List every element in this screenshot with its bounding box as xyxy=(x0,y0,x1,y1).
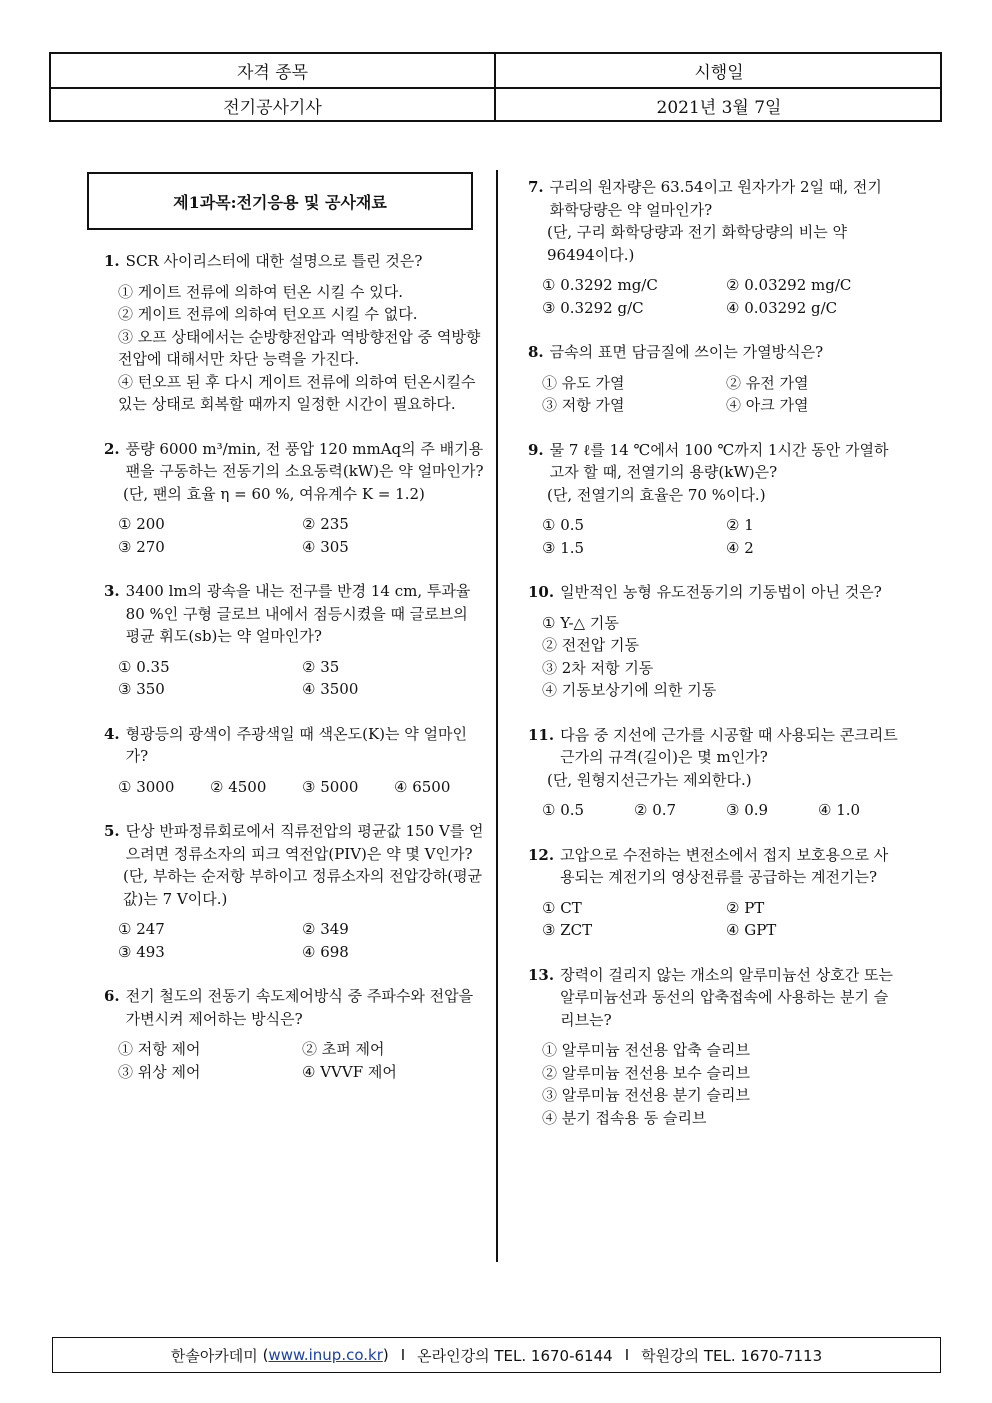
question-5 xyxy=(104,820,484,963)
question-number: 3. xyxy=(104,582,120,600)
question-4 xyxy=(104,723,484,799)
options xyxy=(104,513,484,558)
question-number: 12. xyxy=(528,845,555,864)
option-4[interactable]: ④ 기동보상기에 의한 기동 xyxy=(542,681,717,699)
header-label-date: 시행일 xyxy=(694,63,744,83)
column-divider xyxy=(496,170,498,1262)
footer-offline-phone: 학원강의 TEL. 1670-7113 xyxy=(641,1346,823,1365)
options xyxy=(528,1039,898,1129)
header-row-labels xyxy=(51,54,940,89)
option-2[interactable]: ② 전전압 기동 xyxy=(542,636,639,654)
option-3[interactable]: ③ 오프 상태에서는 순방향전압과 역방향전압 중 역방향 전압에 대해서만 차단 능력을 가진다. xyxy=(118,327,481,368)
option-2[interactable]: ② 초퍼 제어 xyxy=(302,1040,385,1058)
options xyxy=(528,612,898,702)
question-12 xyxy=(528,844,898,942)
option-3[interactable]: ③ 0.9 xyxy=(726,801,769,819)
header-label-subject: 자격 종목 xyxy=(51,54,496,87)
options xyxy=(528,372,898,417)
option-3[interactable]: ③ 저항 가열 xyxy=(542,396,625,414)
question-text: 일반적인 농형 유도전동기의 기동법이 아닌 것은? xyxy=(560,583,882,601)
question-note: (단, 구리 화학당량과 전기 화학당량의 비는 약 96494이다.) xyxy=(547,223,848,264)
footer-separator: I xyxy=(400,1346,406,1364)
option-4[interactable]: ④ 3500 xyxy=(302,680,359,698)
option-3[interactable]: ③ 270 xyxy=(118,537,165,556)
options xyxy=(104,1038,484,1083)
options xyxy=(104,281,484,416)
question-note: (단, 원형지선근가는 제외한다.) xyxy=(547,770,752,789)
question-number: 7. xyxy=(528,178,544,196)
option-2[interactable]: ② 게이트 전류에 의하여 턴오프 시킬 수 없다. xyxy=(118,305,418,323)
option-4[interactable]: ④ 1.0 xyxy=(818,801,861,819)
question-text: 형광등의 광색이 주광색일 때 색온도(K)는 약 얼마인가? xyxy=(125,724,467,765)
option-2[interactable]: ② 235 xyxy=(302,515,349,533)
footer-bar xyxy=(52,1337,941,1373)
option-4[interactable]: ④ VVVF 제어 xyxy=(302,1062,397,1081)
question-number: 9. xyxy=(528,440,544,459)
question-number: 4. xyxy=(104,724,120,743)
header-table xyxy=(49,52,942,122)
question-text: 3400 lm의 광속을 내는 전구를 반경 14 cm, 투과율 80 %인 구형 글로브 내에서 점등시켰을 때 글로브의 평균 휘도(sb)는 약 얼마인가? xyxy=(125,582,471,645)
question-3 xyxy=(104,580,484,701)
header-value-date: 2021년 3월 7일 xyxy=(656,97,782,118)
question-number: 11. xyxy=(528,725,555,744)
option-1[interactable]: ① Y-△ 기동 xyxy=(542,613,619,632)
options xyxy=(104,656,484,701)
question-number: 13. xyxy=(528,965,555,984)
question-6 xyxy=(104,985,484,1083)
option-1[interactable]: ① 247 xyxy=(118,920,165,938)
option-1[interactable]: ① 200 xyxy=(118,515,165,533)
option-1[interactable]: ① 3000 xyxy=(118,777,175,796)
option-4[interactable]: ④ 턴오프 된 후 다시 게이트 전류에 의하여 턴온시킬수 있는 상태로 회복할 때까지 일정한 시간이 필요하다. xyxy=(118,372,476,413)
options xyxy=(528,274,898,319)
question-note: (단, 부하는 순저항 부하이고 정류소자의 전압강하(평균값)는 7 V이다.) xyxy=(123,867,483,908)
question-number: 1. xyxy=(104,252,120,270)
option-2[interactable]: ② 0.7 xyxy=(634,801,677,819)
question-text: 장력이 걸리지 않는 개소의 알루미늄선 상호간 또는 알루미늄선과 동선의 압축접속에 사용하는 분기 슬리브는? xyxy=(560,965,894,1029)
option-3[interactable]: ③ ZCT xyxy=(542,921,593,939)
option-1[interactable]: ① 저항 제어 xyxy=(118,1040,201,1058)
option-2[interactable]: ② 0.03292 mg/C xyxy=(726,276,852,294)
option-4[interactable]: ④ 분기 접속용 동 슬리브 xyxy=(542,1108,707,1127)
question-number: 10. xyxy=(528,583,555,601)
header-row-values xyxy=(51,88,940,122)
question-10 xyxy=(528,581,898,702)
options xyxy=(528,514,898,559)
option-2[interactable]: ② PT xyxy=(726,898,765,917)
footer-separator: I xyxy=(624,1346,630,1364)
question-number: 5. xyxy=(104,822,120,840)
option-3[interactable]: ③ 위상 제어 xyxy=(118,1062,201,1081)
question-text: SCR 사이리스터에 대한 설명으로 틀린 것은? xyxy=(125,252,423,270)
footer-paren-open: ( xyxy=(257,1346,269,1364)
question-text: 다음 중 지선에 근가를 시공할 때 사용되는 콘크리트 근가의 규격(길이)은 몇 m인가? xyxy=(560,725,898,766)
question-text: 물 7 ℓ를 14 ℃에서 100 ℃까지 1시간 동안 가열하고자 할 때, 전열기의 용량(kW)은? xyxy=(549,440,889,481)
options xyxy=(104,918,484,963)
question-text: 금속의 표면 담금질에 쓰이는 가열방식은? xyxy=(549,343,824,361)
option-1[interactable]: ① 알루미늄 전선용 압축 슬리브 xyxy=(542,1041,750,1059)
question-13 xyxy=(528,964,898,1130)
option-1[interactable]: ① 0.5 xyxy=(542,516,585,534)
question-text: 단상 반파정류회로에서 직류전압의 평균값 150 V를 얻으려면 정류소자의 피크 역전압(PIV)은 약 몇 V인가? xyxy=(125,822,484,863)
right-column xyxy=(528,176,898,1129)
option-4[interactable]: ④ 아크 가열 xyxy=(726,396,809,414)
option-4[interactable]: ④ 2 xyxy=(726,538,754,557)
question-text: 구리의 원자량은 63.54이고 원자가가 2일 때, 전기 화학당량은 약 얼마인가? xyxy=(549,178,882,219)
option-4[interactable]: ④ GPT xyxy=(726,921,777,939)
option-3[interactable]: ③ 1.5 xyxy=(542,538,585,557)
question-text: 고압으로 수전하는 변전소에서 접지 보호용으로 사용되는 계전기의 영상전류를 공급하는 계전기는? xyxy=(560,845,889,886)
options xyxy=(528,897,898,942)
option-1[interactable]: ① 게이트 전류에 의하여 턴온 시킬 수 있다. xyxy=(118,282,403,301)
question-number: 8. xyxy=(528,343,544,361)
question-1 xyxy=(104,250,484,416)
question-9 xyxy=(528,439,898,560)
question-8 xyxy=(528,341,898,417)
header-value-subject: 전기공사기사 xyxy=(51,88,496,122)
question-number: 6. xyxy=(104,987,120,1005)
option-2[interactable]: ② 1 xyxy=(726,516,754,534)
question-11 xyxy=(528,724,898,822)
footer-academy: 한솔아카데미 xyxy=(170,1346,258,1365)
question-text: 풍량 6000 m³/min, 전 풍압 120 mmAq의 주 배기용 팬을 구동하는 전동기의 소요동력(kW)은 약 얼마인가? xyxy=(125,439,484,480)
option-2[interactable]: ② 4500 xyxy=(210,777,267,796)
option-2[interactable]: ② 유전 가열 xyxy=(726,373,809,392)
question-2 xyxy=(104,438,484,559)
question-7 xyxy=(528,176,898,319)
question-note: (단, 팬의 효율 η = 60 %, 여유계수 K = 1.2) xyxy=(123,484,425,503)
option-1[interactable]: ① 0.3292 mg/C xyxy=(542,276,658,294)
option-4[interactable]: ④ 0.03292 g/C xyxy=(726,298,838,317)
option-2[interactable]: ② 349 xyxy=(302,920,349,938)
option-1[interactable]: ① 0.35 xyxy=(118,657,170,676)
option-4[interactable]: ④ 305 xyxy=(302,537,349,556)
question-number: 2. xyxy=(104,439,120,458)
option-4[interactable]: ④ 6500 xyxy=(394,777,451,796)
options xyxy=(528,799,898,822)
left-column xyxy=(104,250,484,1083)
options xyxy=(104,776,484,799)
option-2[interactable]: ② 35 xyxy=(302,657,340,676)
option-3[interactable]: ③ 5000 xyxy=(302,777,359,796)
footer-online-phone: 온라인강의 TEL. 1670-6144 xyxy=(417,1346,613,1365)
option-1[interactable]: ① 유도 가열 xyxy=(542,373,625,392)
option-4[interactable]: ④ 698 xyxy=(302,942,349,961)
footer-website-link[interactable]: www.inup.co.kr xyxy=(268,1346,383,1364)
option-1[interactable]: ① CT xyxy=(542,898,582,917)
option-3[interactable]: ③ 350 xyxy=(118,680,165,698)
question-note: (단, 전열기의 효율은 70 %이다.) xyxy=(547,485,766,504)
option-3[interactable]: ③ 알루미늄 전선용 분기 슬리브 xyxy=(542,1086,750,1104)
option-3[interactable]: ③ 493 xyxy=(118,942,165,961)
option-3[interactable]: ③ 0.3292 g/C xyxy=(542,298,644,317)
option-1[interactable]: ① 0.5 xyxy=(542,801,585,819)
option-2[interactable]: ② 알루미늄 전선용 보수 슬리브 xyxy=(542,1063,750,1082)
question-text: 전기 철도의 전동기 속도제어방식 중 주파수와 전압을 가변시켜 제어하는 방식은? xyxy=(125,987,474,1028)
footer-paren-close: ) xyxy=(382,1346,389,1364)
option-3[interactable]: ③ 2차 저항 기동 xyxy=(542,658,654,677)
subject-title: 제1과목:전기응용 및 공사재료 xyxy=(87,172,473,230)
